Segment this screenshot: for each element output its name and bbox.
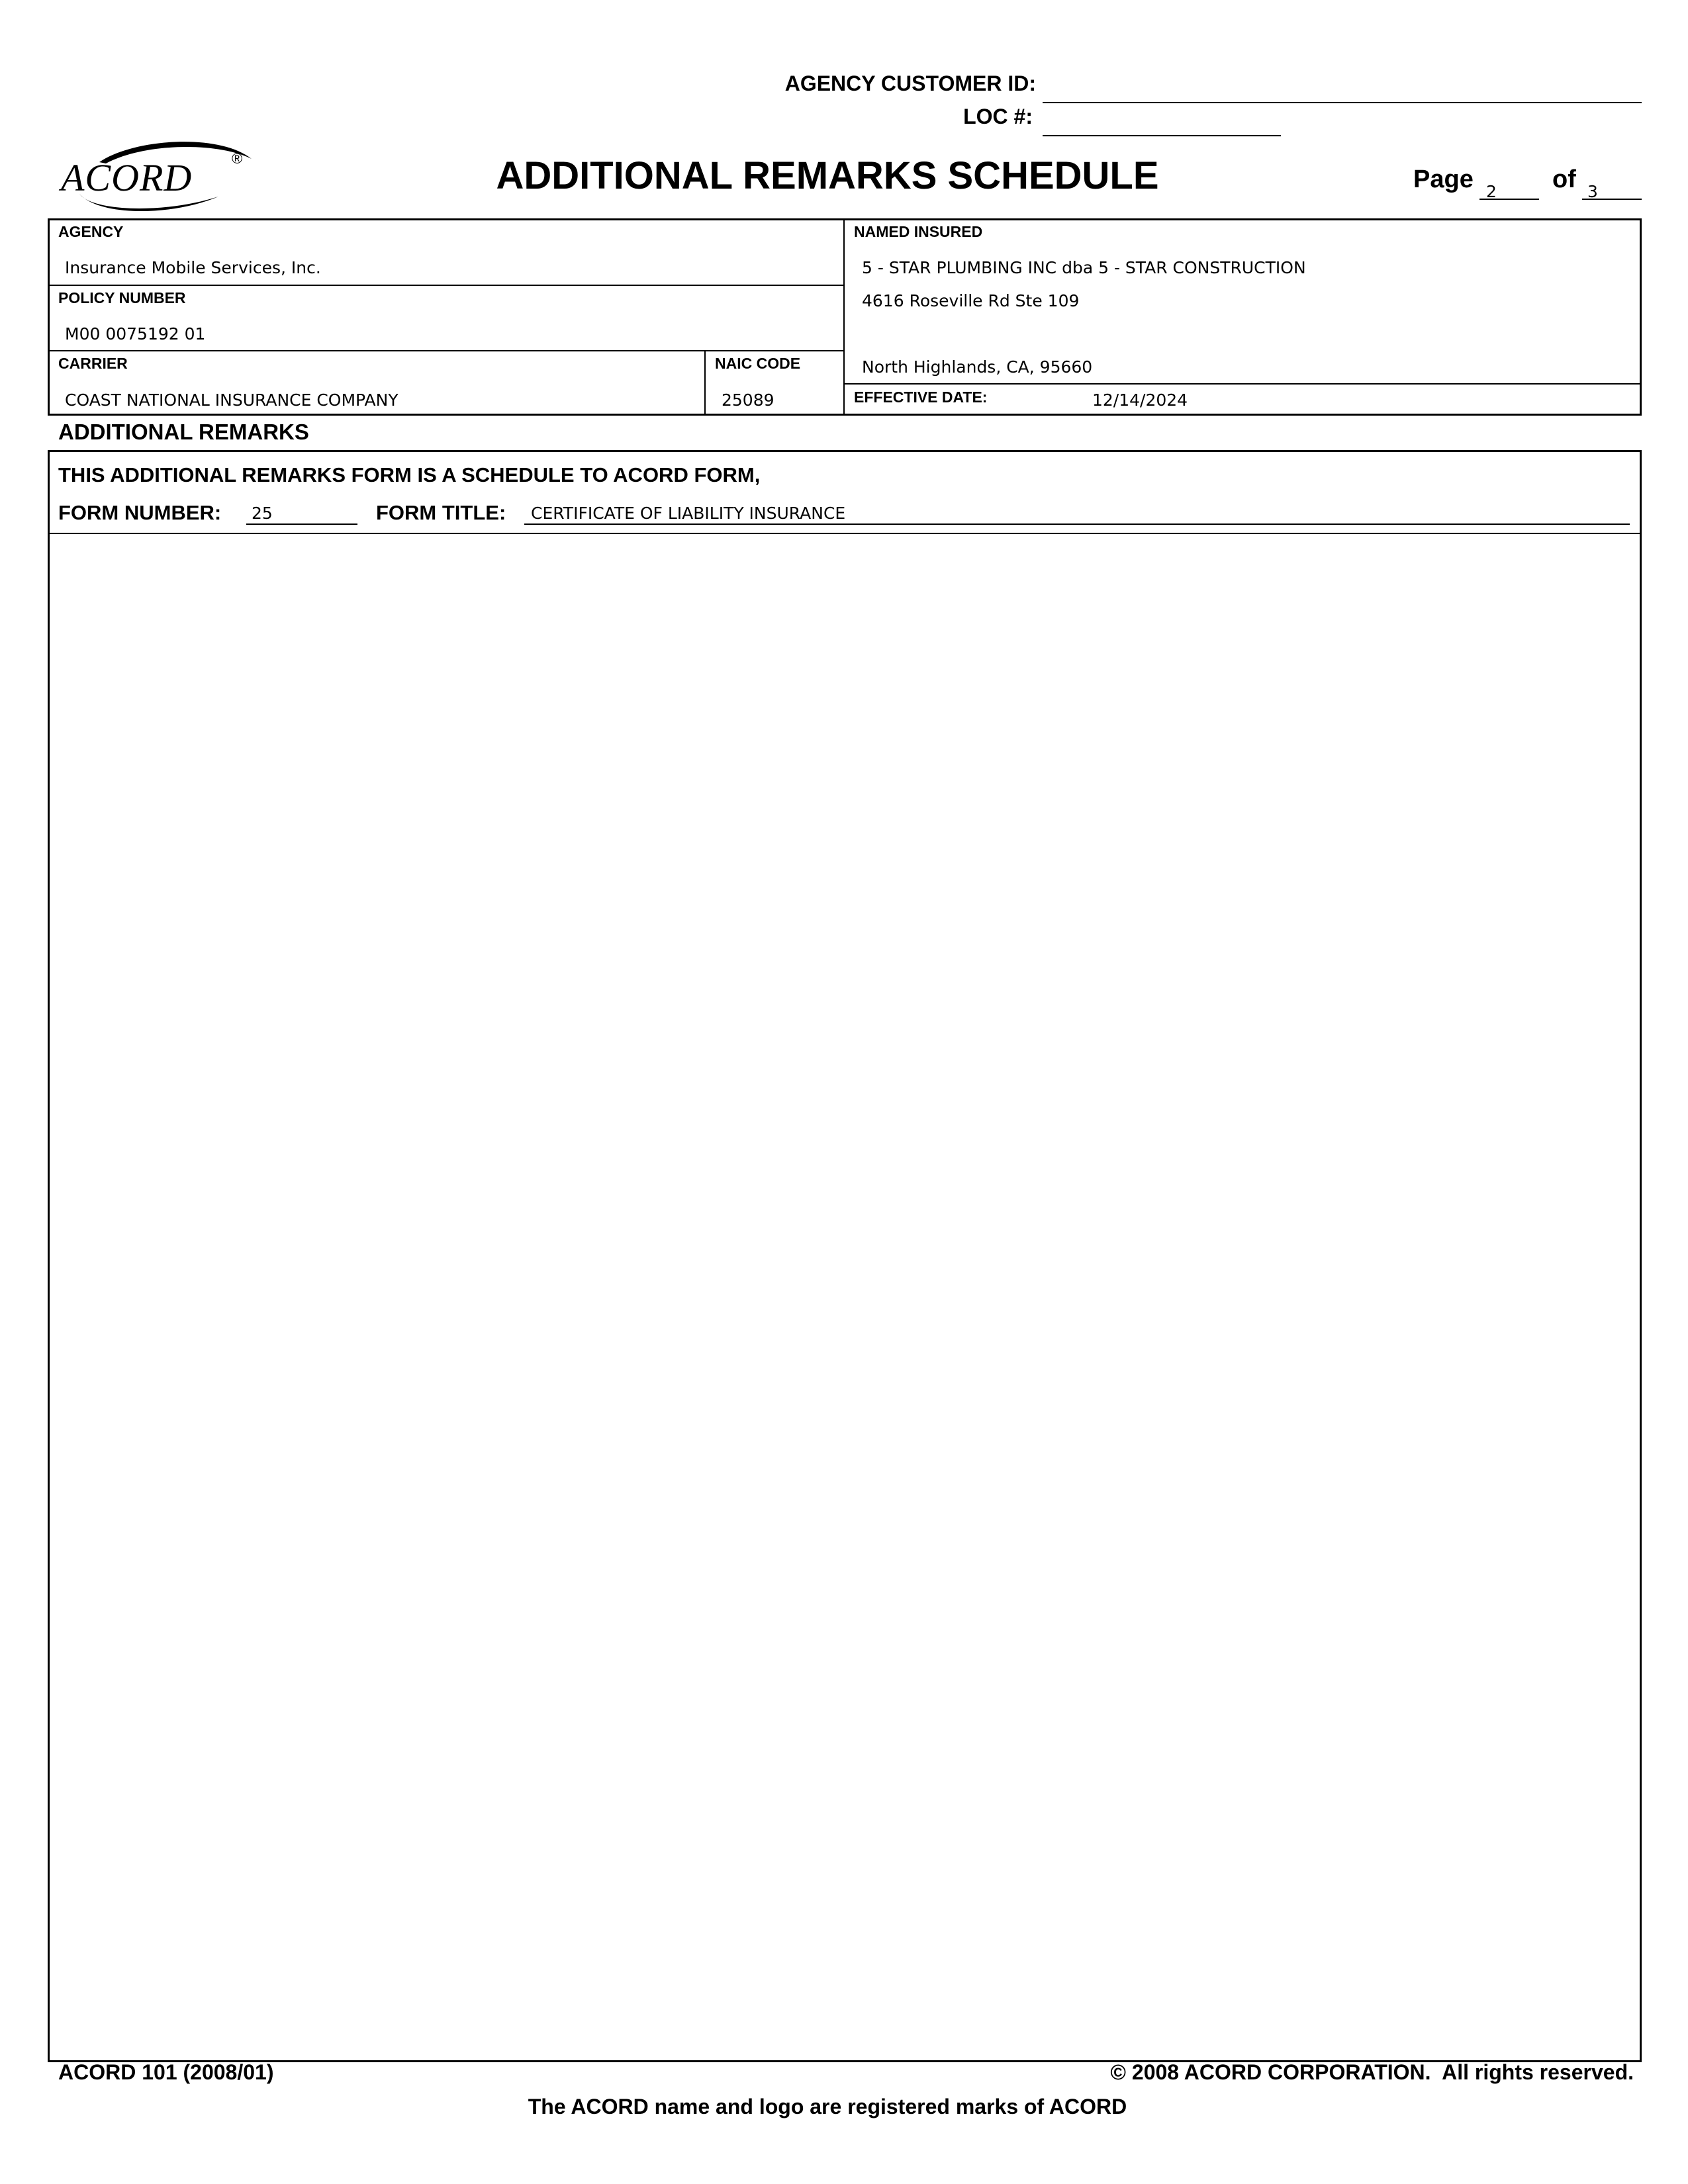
named-insured-line2[interactable]: 4616 Roseville Rd Ste 109 [862, 291, 1080, 310]
named-insured-label: NAMED INSURED [854, 223, 983, 240]
additional-remarks-heading: ADDITIONAL REMARKS [58, 420, 309, 444]
form-title-label: FORM TITLE: [376, 501, 506, 524]
policy-number-label: POLICY NUMBER [58, 289, 186, 306]
info-table [48, 218, 1642, 416]
loc-label: LOC #: [963, 105, 1033, 128]
page-title: ADDITIONAL REMARKS SCHEDULE [496, 154, 1159, 197]
carrier-label: CARRIER [58, 355, 128, 372]
agency-customer-id-field[interactable] [1043, 74, 1642, 103]
agency-label: AGENCY [58, 223, 124, 240]
form-number-label: FORM NUMBER: [58, 501, 222, 524]
page-total-field[interactable]: 3 [1582, 173, 1642, 200]
policy-carrier-divider [48, 350, 844, 351]
agency-customer-id-label: AGENCY CUSTOMER ID: [784, 71, 1036, 95]
remarks-body-textarea[interactable] [60, 543, 1628, 2052]
page-number-field[interactable]: 2 [1479, 173, 1539, 200]
carrier-naic-divider [704, 350, 706, 416]
naic-code-label: NAIC CODE [715, 355, 801, 372]
acord-logo [53, 136, 252, 218]
agency-value[interactable]: Insurance Mobile Services, Inc. [65, 258, 321, 277]
form-title-field[interactable]: CERTIFICATE OF LIABILITY INSURANCE [524, 500, 1630, 525]
form-number-field[interactable]: 25 [246, 500, 357, 525]
insured-effective-divider [843, 383, 1642, 385]
trademark-notice: The ACORD name and logo are registered marks of ACORD [528, 2095, 1127, 2118]
named-insured-line1[interactable]: 5 - STAR PLUMBING INC dba 5 - STAR CONSTRUCTION [862, 258, 1306, 277]
remarks-header-divider [48, 533, 1642, 534]
acord-logo-text: ACORD [61, 156, 193, 199]
page-label: Page [1413, 165, 1474, 193]
carrier-value[interactable]: COAST NATIONAL INSURANCE COMPANY [65, 390, 399, 410]
form-id: ACORD 101 (2008/01) [58, 2060, 274, 2084]
effective-date-label: EFFECTIVE DATE: [854, 388, 988, 406]
info-divider-main [843, 218, 845, 416]
named-insured-line3[interactable]: North Highlands, CA, 95660 [862, 357, 1093, 377]
of-label: of [1552, 165, 1576, 193]
loc-field[interactable] [1043, 107, 1281, 136]
registered-mark: ® [232, 150, 243, 167]
naic-code-value[interactable]: 25089 [722, 390, 774, 410]
policy-number-value[interactable]: M00 0075192 01 [65, 324, 206, 343]
effective-date-value[interactable]: 12/14/2024 [1092, 390, 1188, 410]
schedule-statement: THIS ADDITIONAL REMARKS FORM IS A SCHEDULE TO ACORD FORM, [58, 463, 761, 486]
agency-policy-divider [48, 285, 844, 286]
copyright-notice: © 2008 ACORD CORPORATION. All rights reserved. [1110, 2060, 1634, 2084]
